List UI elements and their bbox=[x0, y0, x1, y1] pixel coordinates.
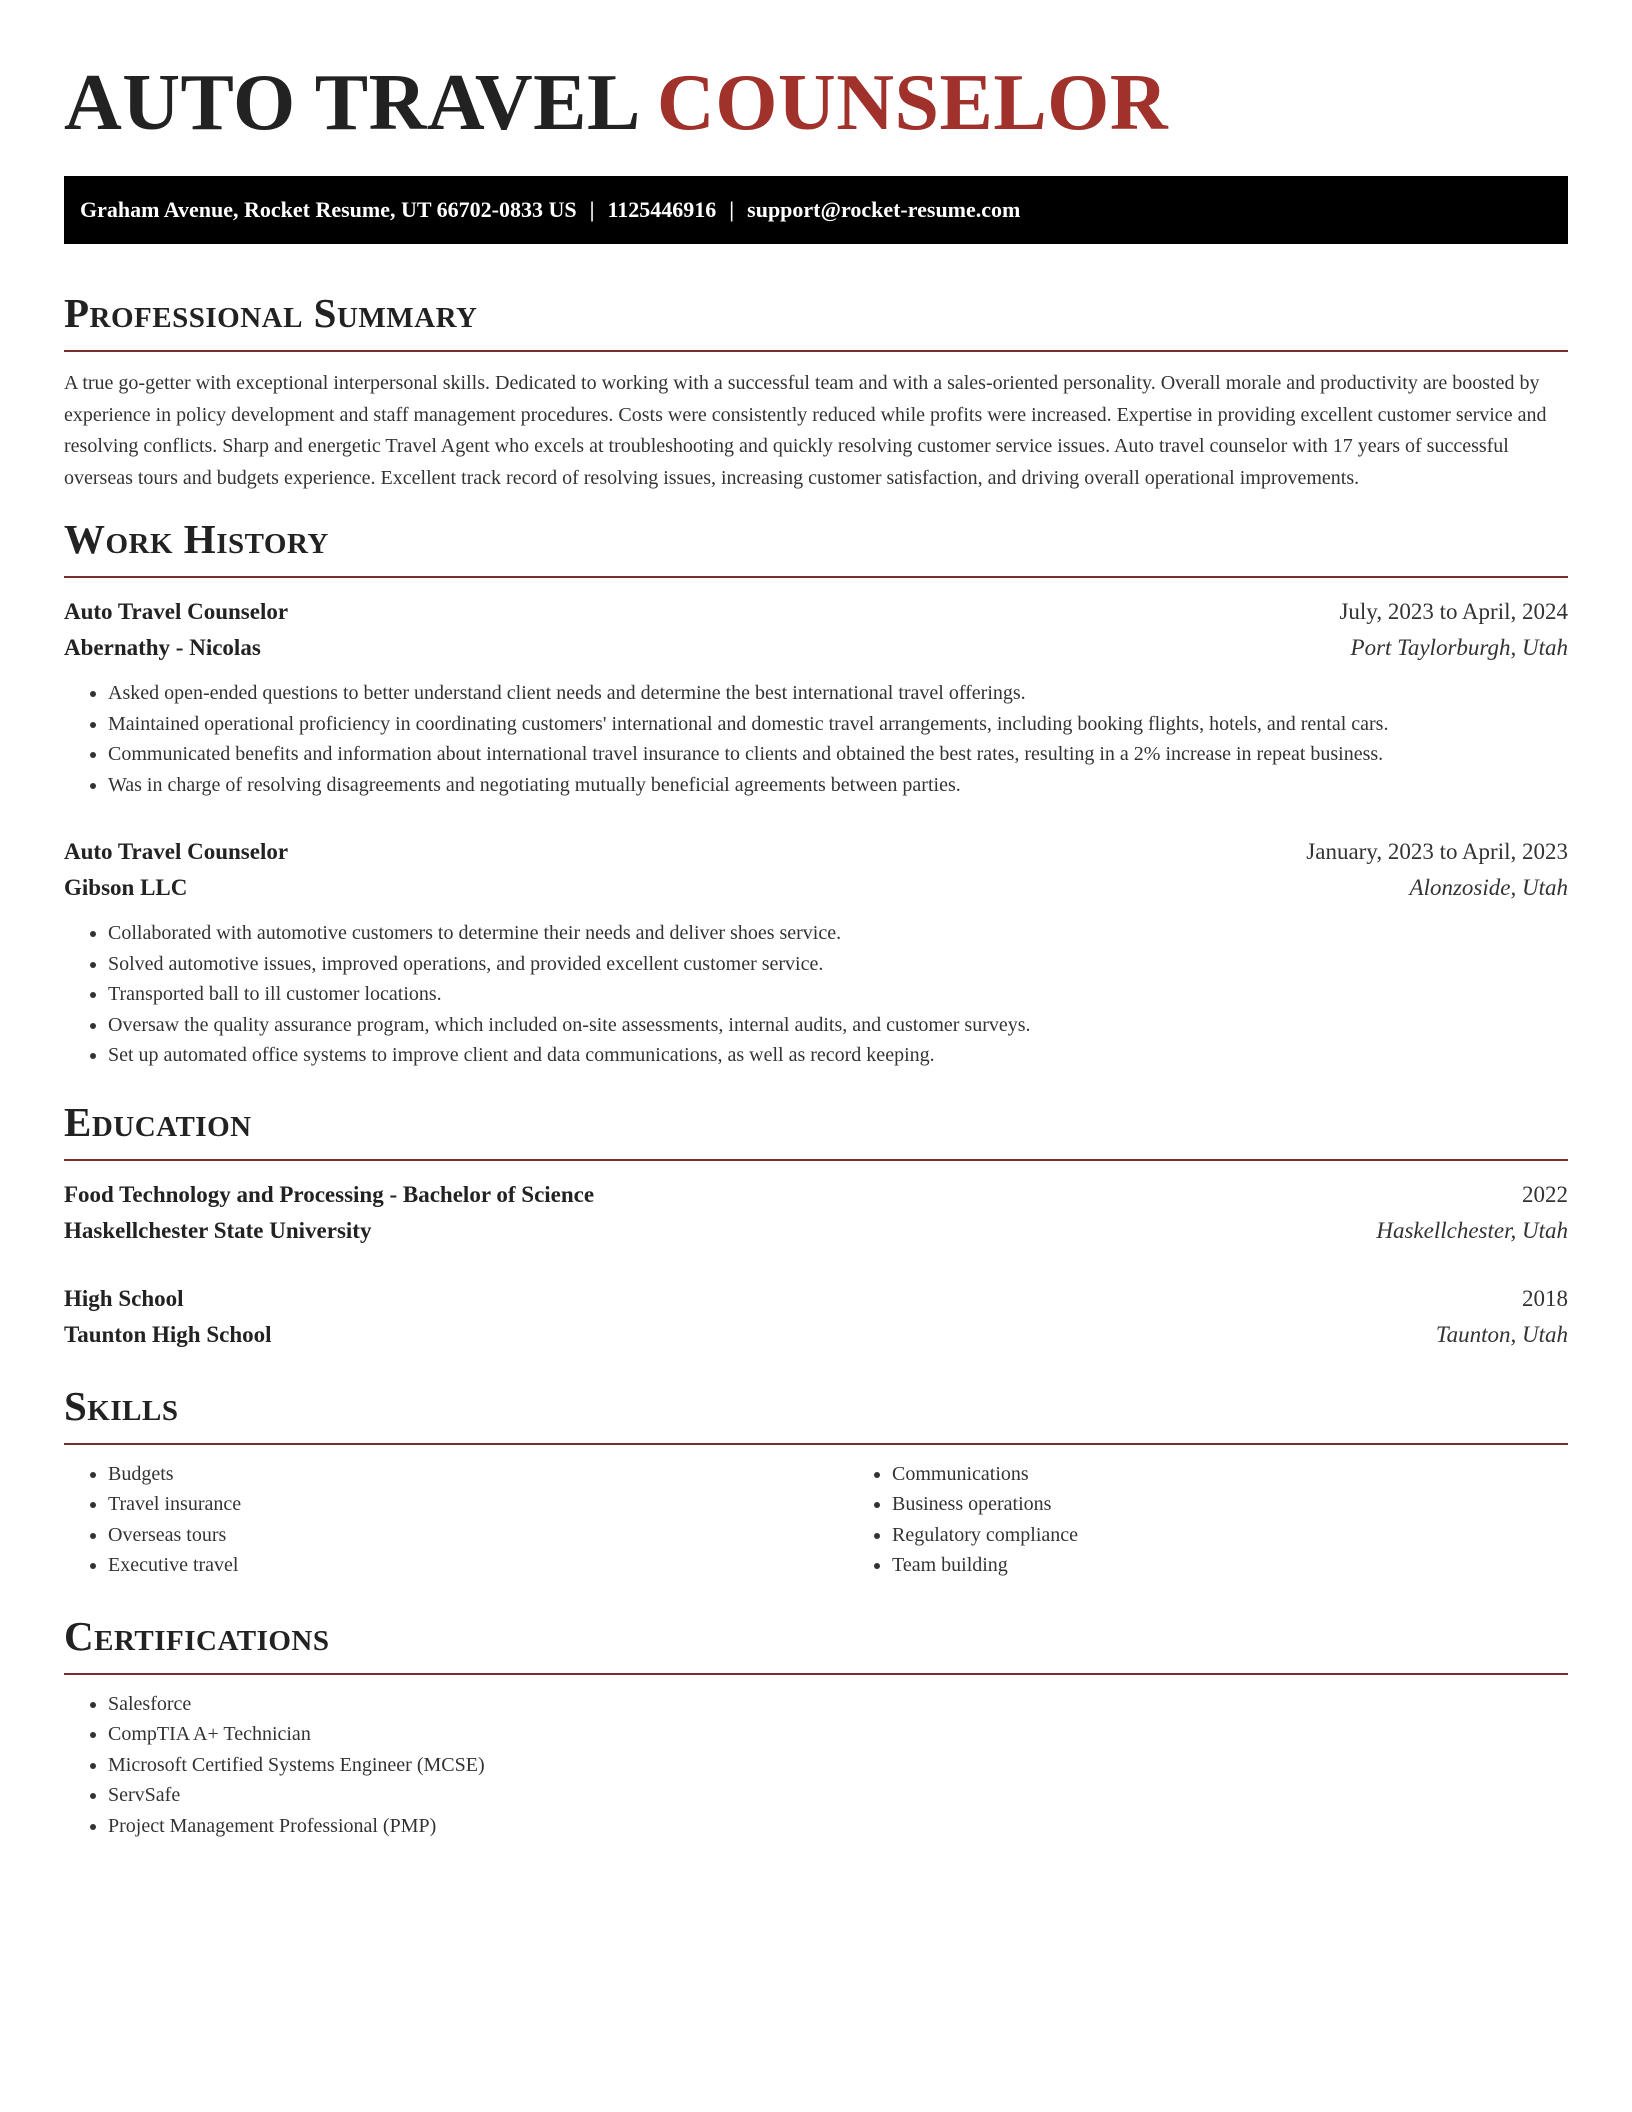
summary-section bbox=[64, 288, 1568, 494]
certification-item: • Microsoft Certified Systems Engineer (MCSE) bbox=[108, 1750, 1568, 1781]
job-location: Alonzoside, Utah bbox=[1409, 875, 1568, 900]
skill-item: • Overseas tours bbox=[108, 1520, 848, 1551]
section-divider bbox=[64, 1159, 1568, 1161]
section-divider bbox=[64, 350, 1568, 352]
certifications-section bbox=[64, 1611, 1568, 1842]
education-section bbox=[64, 1097, 1568, 1353]
job-entry bbox=[64, 594, 1568, 800]
section-divider bbox=[64, 576, 1568, 578]
contact-phone: 1125446916 bbox=[607, 197, 717, 222]
education-entry bbox=[64, 1281, 1568, 1353]
job-header-row bbox=[64, 834, 1568, 870]
certification-item: • ServSafe bbox=[108, 1780, 1568, 1811]
job-bullets bbox=[64, 918, 1568, 1071]
job-dates: January, 2023 to April, 2023 bbox=[1306, 839, 1568, 864]
education-school: Taunton High School bbox=[64, 1321, 272, 1347]
skill-item: • Executive travel bbox=[108, 1550, 848, 1581]
summary-text: A true go-getter with exceptional interpersonal skills. Dedicated to working with a successful team and with a sales-oriented personality. Overall morale and productivity are boosted by experience in policy development and staff management procedures. Costs were consistently reduced while profits were increased. Expertise in providing excellent customer service and resolving conflicts. Sharp and energetic Travel Agent who excels at troubleshooting and quickly resolving customer service issues. Auto travel counselor with 17 years of successful overseas tours and budgets experience. Excellent track record of resolving issues, increasing customer satisfaction, and driving overall operational improvements. bbox=[64, 372, 1547, 489]
section-title: Work History bbox=[64, 516, 329, 562]
list-item: • Solved automotive issues, improved operations, and provided excellent customer service. bbox=[108, 949, 1568, 980]
section-title: Education bbox=[64, 1098, 252, 1145]
job-company-row bbox=[64, 630, 1568, 666]
job-title: Auto Travel Counselor bbox=[64, 839, 289, 864]
section-divider bbox=[64, 1673, 1568, 1675]
education-degree: High School bbox=[64, 1285, 184, 1311]
education-degree: Food Technology and Processing - Bachelor of Science bbox=[64, 1181, 595, 1207]
list-item: • Set up automated office systems to improve client and data communications, as well as record keeping. bbox=[108, 1040, 1568, 1071]
job-company: Gibson LLC bbox=[64, 875, 188, 900]
job-location: Port Taylorburgh, Utah bbox=[1350, 635, 1568, 660]
certification-item: • Salesforce bbox=[108, 1689, 1568, 1720]
education-location: Taunton, Utah bbox=[1435, 1321, 1568, 1347]
name-last: COUNSELOR bbox=[656, 59, 1169, 147]
resume-page bbox=[64, 0, 1568, 1841]
job-company: Abernathy - Nicolas bbox=[64, 635, 261, 660]
education-school-row bbox=[64, 1317, 1568, 1353]
skill-item: • Budgets bbox=[108, 1459, 848, 1490]
job-bullets bbox=[64, 678, 1568, 800]
skill-item: • Team building bbox=[892, 1550, 1568, 1581]
job-dates: July, 2023 to April, 2024 bbox=[1339, 599, 1568, 624]
education-location: Haskellchester, Utah bbox=[1376, 1217, 1568, 1243]
contact-email[interactable]: support@rocket-resume.com bbox=[747, 197, 1021, 222]
certifications-list bbox=[64, 1689, 1568, 1842]
section-title: Professional Summary bbox=[64, 290, 478, 336]
job-header-row bbox=[64, 594, 1568, 630]
name-first: AUTO TRAVEL bbox=[64, 59, 637, 147]
job-entry bbox=[64, 834, 1568, 1071]
section-divider bbox=[64, 1443, 1568, 1445]
list-item: • Collaborated with automotive customers to determine their needs and deliver shoes service. bbox=[108, 918, 1568, 949]
certification-item: • Project Management Professional (PMP) bbox=[108, 1811, 1568, 1842]
list-item: • Asked open-ended questions to better understand client needs and determine the best international travel offerings. bbox=[108, 678, 1568, 709]
contact-address: Graham Avenue, Rocket Resume, UT 66702-0833 US bbox=[80, 197, 577, 222]
skill-item: • Travel insurance bbox=[108, 1489, 848, 1520]
skills-grid bbox=[64, 1459, 1568, 1581]
list-item: • Transported ball to ill customer locations. bbox=[108, 979, 1568, 1010]
work-history-section bbox=[64, 514, 1568, 1071]
certification-item: • CompTIA A+ Technician bbox=[108, 1719, 1568, 1750]
list-item: • Communicated benefits and information about international travel insurance to clients and obtained the best rates, resulting in a 2% increase in repeat business. bbox=[108, 739, 1568, 770]
skill-item: • Communications bbox=[892, 1459, 1568, 1490]
education-school-row bbox=[64, 1213, 1568, 1249]
education-year: 2022 bbox=[1522, 1181, 1568, 1207]
skills-section bbox=[64, 1381, 1568, 1581]
contact-separator: | bbox=[729, 197, 735, 222]
list-item: • Was in charge of resolving disagreements and negotiating mutually beneficial agreements between parties. bbox=[108, 770, 1568, 801]
education-header-row bbox=[64, 1177, 1568, 1213]
contact-bar bbox=[64, 176, 1568, 244]
education-school: Haskellchester State University bbox=[64, 1217, 372, 1243]
skill-item: • Business operations bbox=[892, 1489, 1568, 1520]
job-title: Auto Travel Counselor bbox=[64, 599, 289, 624]
section-title: Certifications bbox=[64, 1612, 330, 1659]
skill-item: • Regulatory compliance bbox=[892, 1520, 1568, 1551]
job-company-row bbox=[64, 870, 1568, 906]
resume-name bbox=[64, 0, 1568, 146]
section-title: Skills bbox=[64, 1382, 179, 1429]
skills-column-right bbox=[848, 1459, 1568, 1581]
education-year: 2018 bbox=[1522, 1285, 1568, 1311]
skills-column-left bbox=[64, 1459, 848, 1581]
education-header-row bbox=[64, 1281, 1568, 1317]
contact-separator: | bbox=[589, 197, 595, 222]
list-item: • Maintained operational proficiency in coordinating customers' international and domestic travel arrangements, including booking flights, hotels, and rental cars. bbox=[108, 709, 1568, 740]
list-item: • Oversaw the quality assurance program, which included on-site assessments, internal audits, and customer surveys. bbox=[108, 1010, 1568, 1041]
education-entry bbox=[64, 1177, 1568, 1249]
